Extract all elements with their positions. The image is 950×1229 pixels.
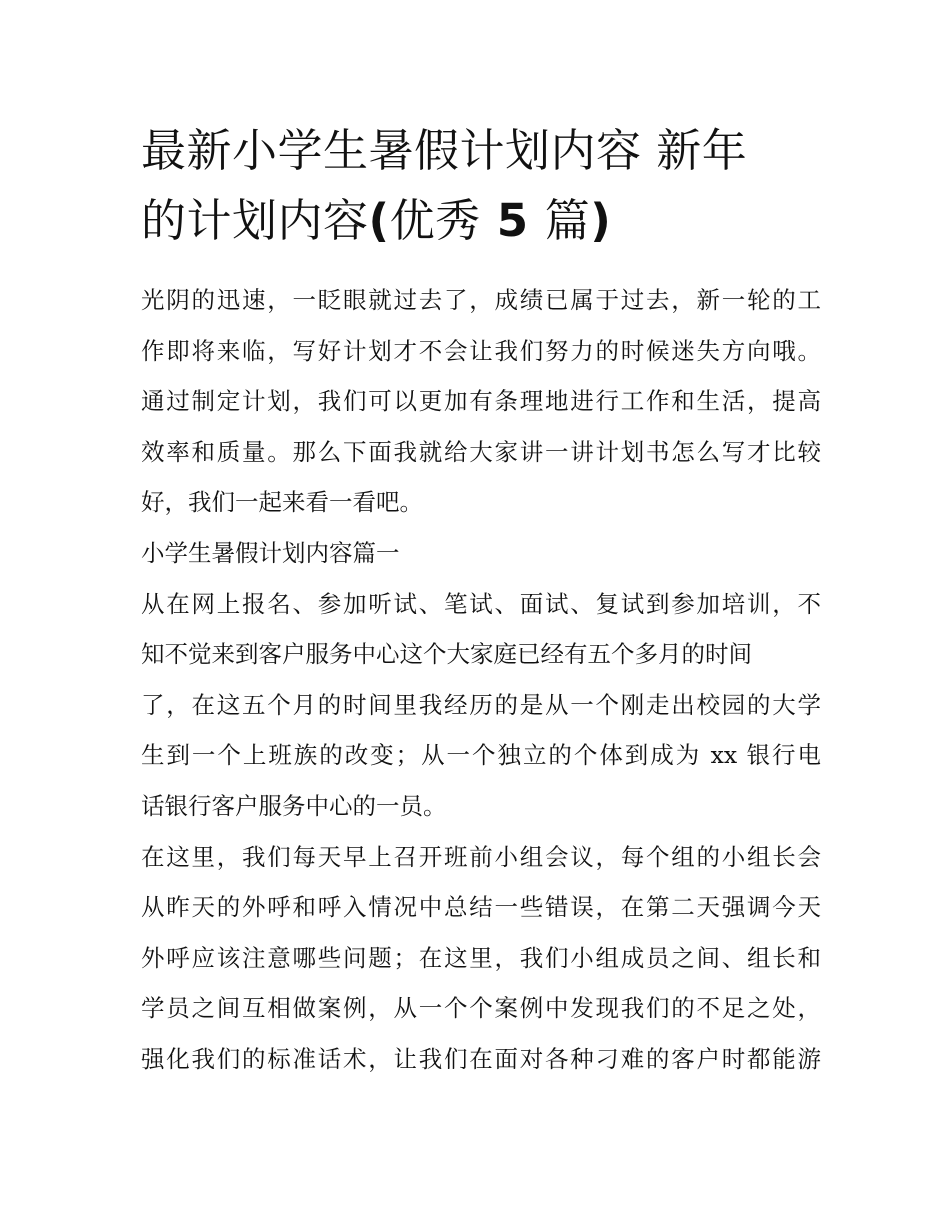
body-line: 好，我们一起来看一看吧。 [141, 488, 423, 517]
body-line: 强化我们的标准话术，让我们在面对各种刁难的客户时都能游 [141, 1044, 821, 1073]
body-line: 效率和质量。那么下面我就给大家讲一讲计划书怎么写才比较 [141, 437, 821, 466]
document-title [141, 116, 821, 256]
body-line: 话银行客户服务中心的一员。 [141, 791, 447, 820]
body-line: 通过制定计划，我们可以更加有条理地进行工作和生活，提高 [141, 387, 821, 416]
body-line: 知不觉来到客户服务中心这个大家庭已经有五个多月的时间 [141, 640, 752, 669]
body-line: 外呼应该注意哪些问题；在这里，我们小组成员之间、组长和 [141, 943, 821, 972]
body-line: 从昨天的外呼和呼入情况中总结一些错误，在第二天强调今天 [141, 893, 821, 922]
body-line: 生到一个上班族的改变；从一个独立的个体到成为 xx 银行电 [141, 741, 821, 770]
body-line: 光阴的迅速，一眨眼就过去了，成绩已属于过去，新一轮的工 [141, 286, 821, 314]
document-body [141, 275, 821, 1085]
body-line: 作即将来临，写好计划才不会让我们努力的时候迷失方向哦。 [141, 336, 821, 365]
body-line: 学员之间互相做案例，从一个个案例中发现我们的不足之处， [141, 994, 821, 1023]
section-heading: 小学生暑假计划内容篇一 [141, 538, 400, 567]
title-line-2: 的计划内容(优秀 5 篇) [141, 194, 612, 247]
body-line: 了，在这五个月的时间里我经历的是从一个刚走出校园的大学 [141, 690, 821, 719]
body-line: 在这里，我们每天早上召开班前小组会议，每个组的小组长会 [141, 842, 821, 871]
title-line-1: 最新小学生暑假计划内容 新年 [141, 124, 748, 177]
body-line: 从在网上报名、参加听试、笔试、面试、复试到参加培训，不 [141, 589, 821, 618]
